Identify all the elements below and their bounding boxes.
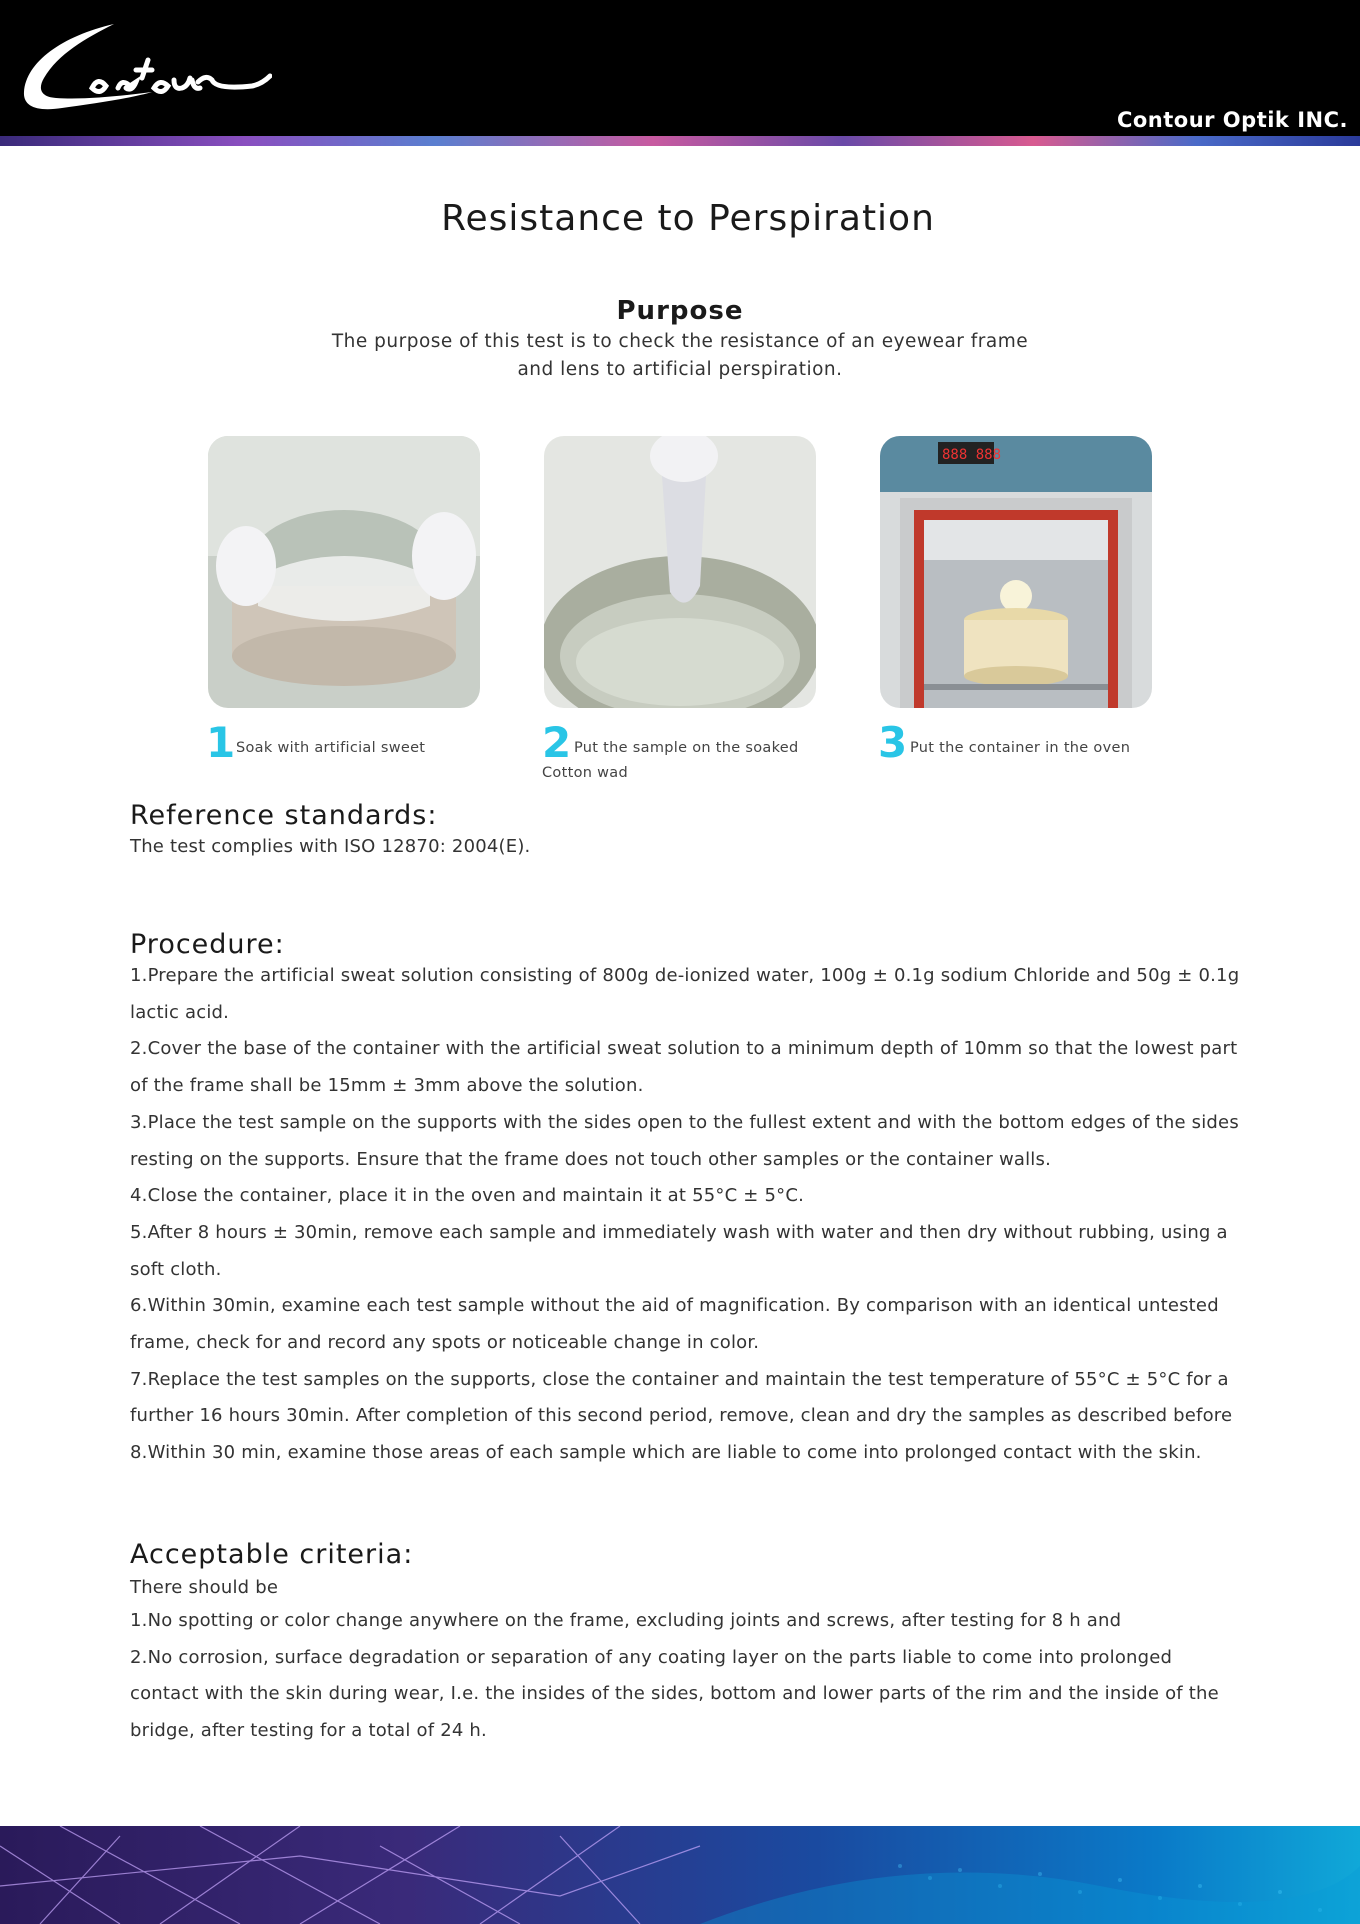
procedure-list [130,958,1240,1472]
page-title: Resistance to Perspiration [441,198,935,239]
step-3-photo [880,436,1152,708]
procedure-heading: Procedure: [130,929,285,960]
step-2-number: 2 [542,718,572,767]
step-3-number: 3 [878,718,908,767]
footer-pattern [0,1826,1360,1924]
purpose-text: The purpose of this test is to check the resistance of an eyewear frame and lens to artificial perspiration. [331,331,1029,380]
procedure-item: 8.Within 30 min, examine those areas of each sample which are liable to come into prolonged contact with the skin. [130,1442,1202,1464]
step-3-caption: Put the container in the oven [910,740,1131,756]
header-bar [0,0,1360,136]
header-decor-band [0,136,1360,146]
step-2-caption: Put the sample on the soaked Cotton wad [542,740,799,781]
company-name: Contour Optik INC. [1116,108,1348,132]
purpose-heading: Purpose [616,296,744,326]
criteria-intro [130,1571,1240,1605]
reference-body: The test complies with ISO 12870: 2004(E). [130,836,531,857]
step-1-caption: Soak with artificial sweet [236,740,426,756]
procedure-item: 7.Replace the test samples on the supports, close the container and maintain the test temperature of 55°C ± 5°C for a further 16 hours 30min. After completion of this second period, remove, clean and dry the samples as described before [130,1368,1233,1427]
procedure-item: 5.After 8 hours ± 30min, remove each sample and immediately wash with water and then dry without rubbing, using a soft cloth. [130,1221,1228,1280]
step-2-photo [544,436,816,708]
reference-heading: Reference standards: [130,800,438,831]
step-1-photo [208,436,480,708]
footer-decor-band [0,1826,1360,1924]
oven-display: 888 888 [942,447,1002,463]
reference-text [130,829,1240,866]
step-1-number: 1 [206,718,236,767]
criteria-list [130,1603,1240,1750]
procedure-item: 4.Close the container, place it in the oven and maintain it at 55°C ± 5°C. [130,1185,805,1207]
criteria-item: 1.No spotting or color change anywhere on the frame, excluding joints and screws, after testing for 8 h and [130,1610,1122,1631]
procedure-item: 2.Cover the base of the container with the artificial sweat solution to a minimum depth of 10mm so that the lowest part of the frame shall be 15mm ± 3mm above the solution. [130,1038,1238,1097]
criteria-heading: Acceptable criteria: [130,1539,414,1570]
procedure-item: 6.Within 30min, examine each test sample without the aid of magnification. By comparison with an identical untested frame, check for and record any spots or noticeable change in color. [130,1295,1219,1354]
procedure-item: 1.Prepare the artificial sweat solution consisting of 800g de-ionized water, 100g ± 0.1g sodium Chloride and 50g ± 0.1g lactic acid. [130,965,1240,1023]
criteria-item: 2.No corrosion, surface degradation or separation of any coating layer on the parts liable to come into prolonged contact with the skin during wear, I.e. the insides of the sides, bottom and lower parts of the rim and the inside of the bridge, after testing for a total of 24 h. [130,1646,1219,1742]
contour-logo [22,22,272,116]
procedure-item: 3.Place the test sample on the supports with the sides open to the fullest extent and with the bottom edges of the sides resting on the supports. Ensure that the frame does not touch other samples or the container walls. [130,1111,1239,1170]
criteria-intro-text: There should be [130,1577,279,1598]
